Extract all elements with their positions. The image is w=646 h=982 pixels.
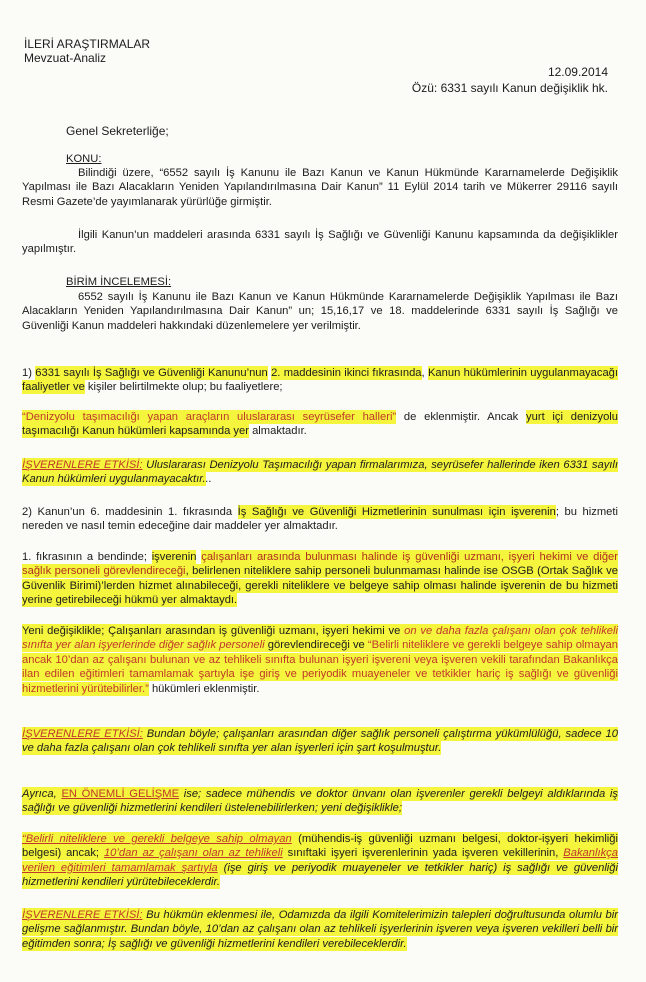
employer-impact-2 bbox=[22, 727, 618, 756]
section-6 bbox=[22, 832, 618, 890]
section-1-law-ref: 6331 sayılı İş Sağlığı ve Güvenliği Kanunu’nun bbox=[35, 367, 268, 379]
document-date: 12.09.2014 bbox=[547, 65, 608, 79]
comma: , bbox=[421, 367, 428, 379]
section-5-a: Ayrıca, bbox=[22, 788, 62, 800]
section-4-red-1: on ve daha fazla çalışanı olan çok tehlikeli sınıfta yer alan işyerlerinde diğer sağlık personeli bbox=[22, 625, 619, 652]
document-subject: Özü: 6331 sayılı Kanun değişiklik hk. bbox=[411, 81, 608, 95]
most-important-label: EN ÖNEMLİ GELİŞME bbox=[61, 788, 180, 800]
section-4 bbox=[22, 624, 618, 696]
section-6-d: sınıftaki işyeri işverenlerinin yada işveren vekillerinin, bbox=[282, 847, 564, 860]
section-2 bbox=[22, 505, 618, 534]
birim-paragraph bbox=[22, 290, 618, 333]
konu-text-1: Bilindiği üzere, “6552 sayılı İş Kanunu ile Bazı Kanun ve Kanun Hükmünde Kararnamelerde Değişiklik Yapılması ile Bazı Alacakların Yeniden Yapılandırılmasına Dair Kanun” 11 Eylül 2014 tarih ve Mükerrer 29116 sayılı Resmi Gazete’de yayımlanarak yürürlüğe girmiştir. bbox=[22, 167, 618, 208]
konu-paragraph-1 bbox=[22, 166, 618, 209]
org-name: İLERİ ARAŞTIRMALAR bbox=[24, 37, 151, 51]
section-2-rest: ; bu hizmeti nereden ve nasıl temin edeceğine dair maddeler yer almaktadır. bbox=[22, 506, 618, 533]
employer-impact-1 bbox=[22, 458, 618, 487]
section-6-b: (mühendis-iş güvenliği uzmanı belgesi, doktor-işyeri hekimliği belgesi) ancak; bbox=[22, 833, 618, 860]
section-4-c: görevlendireceği ve bbox=[264, 639, 368, 652]
impact-end-1: .. bbox=[205, 473, 212, 486]
department: Mevzuat-Analiz bbox=[24, 51, 107, 65]
impact-label-1: İŞVERENLERE ETKİSİ: bbox=[22, 459, 143, 471]
section-5-rest: ise; sadece mühendis ve doktor ünvanı olan işverenler gerekli belgeyi aldıklarında iş sağlığı ve güvenliği hizmetlerini kendileri üstelenebilirlerken; yeni değişiklikle; bbox=[22, 788, 618, 815]
konu-paragraph-2 bbox=[22, 228, 618, 257]
section-1b-mid: de eklenmiştir. Ancak bbox=[396, 411, 527, 423]
section-3-employer: işverenin bbox=[151, 551, 197, 563]
section-1b-end: almaktadır. bbox=[248, 425, 307, 438]
section-6-c: 10’dan az çalışanı olan az tehlikeli bbox=[103, 847, 283, 860]
section-1-rest: kişiler belirtilmekte olup; bu faaliyetlere; bbox=[84, 381, 283, 394]
konu-title: KONU: bbox=[66, 153, 102, 165]
section-6-f: (işe giriş ve periyodik muayeneler ve tetkikler hariç) iş sağlığı ve güvenliği hizmetlerini kendileri yürütebileceklerdir. bbox=[22, 861, 619, 889]
salutation: Genel Sekreterliğe; bbox=[66, 124, 169, 138]
section-4-a: Yeni değişiklikle; Çalışanları arasından iş güvenliği uzmanı, işyeri hekimi ve bbox=[22, 625, 405, 637]
maritime-quote: “Denizyolu taşımacılığı yapan araçların uluslararası seyrüsefer halleri” bbox=[22, 411, 397, 423]
birim-text: 6552 sayılı İş Kanunu ile Bazı Kanun ve Kanun Hükmünde Kararnamelerde Değişiklik Yapılması ile Bazı Alacakların Yeniden Yapılandırılmasına Dair Kanun” un; 15,16,17 ve 18. maddelerinde 6331 sayılı İş Sağlığı ve Güvenliği Kanun maddeleri hakkındaki düzenlemelere yer verilmiştir. bbox=[22, 291, 618, 332]
birim-title: BİRİM İNCELEMESİ: bbox=[66, 276, 172, 288]
impact-text-1: Uluslararası Denizyolu Taşımacılığı yapan firmalarımıza, seyrüsefer hallerinde iken 6331 sayılı Kanun hükümleri uygulanmayacaktır. bbox=[22, 459, 618, 486]
section-6-e: Bakanlıkça verilen eğitimleri tamamlamak şartıyla bbox=[22, 847, 618, 874]
section-1-article: 2. maddesinin ikinci fıkrasında bbox=[271, 367, 422, 379]
section-6-a: “Belirli niteliklere ve gerekli belgeye sahip olmayan bbox=[22, 833, 292, 845]
section-1-prefix: 1) bbox=[22, 367, 36, 379]
section-2-highlight: İş Sağlığı ve Güvenliği Hizmetlerinin sunulması için işverenin bbox=[237, 506, 556, 518]
section-2-a: 2) Kanun’un 6. maddesinin 1. fıkrasında bbox=[22, 506, 238, 518]
section-3 bbox=[22, 550, 618, 608]
section-4-quote: “Belirli niteliklere ve gerekli belgeye sahip olmayan ancak 10’dan az çalışanı bulunan ve az tehlikeli sınıfta bulunan işyeri işvereni veya işveren vekili tarafından Bakanlıkça ilan edilen eğitimleri tamamlamak şartıyla işe giriş ve periyodik muayeneler ve tetkikler hariç iş sağlığı ve güvenliği hizmetlerini yürütebilirler.” bbox=[22, 639, 618, 695]
section-5 bbox=[22, 787, 618, 816]
konu-text-2: İlgili Kanun’un maddeleri arasında 6331 sayılı İş Sağlığı ve Güvenliği Kanunu kapsamında da değişiklikler yapılmıştır. bbox=[22, 229, 618, 256]
impact-label-3: İŞVERENLERE ETKİSİ: bbox=[22, 909, 143, 921]
impact-text-3: Bu hükmün eklenmesi ile, Odamızda da ilgili Komitelerimizin talepleri doğrultusunda olumlu bir gelişme sağlanmıştır. Bundan böyle, 10’dan az çalışanı olan az tehlikeli işyerlerinin işveren veya işveren vekilleri belli bir eğitimden sonra; İş sağlığı ve güvenliği hizmetlerini kendileri verebileceklerdir. bbox=[22, 909, 618, 950]
section-1b bbox=[22, 410, 618, 439]
section-1b-highlight: yurt içi denizyolu taşımacılığı Kanun hükümleri kapsamında yer bbox=[22, 411, 619, 438]
section-3-highlight: çalışanları arasında bulunması halinde iş güvenliği uzmanı, işyeri hekimi ve diğer sağlık personeli görevlendireceği bbox=[22, 551, 619, 578]
impact-label-2: İŞVERENLERE ETKİSİ: bbox=[22, 728, 143, 740]
employer-impact-3 bbox=[22, 908, 618, 951]
section-1-highlight: Kanun hükümlerinin uygulanmayacağı faaliyetler ve bbox=[22, 367, 619, 394]
section-4-end: hükümleri eklenmiştir. bbox=[148, 682, 260, 695]
section-1 bbox=[22, 366, 618, 395]
letterhead bbox=[24, 37, 150, 65]
section-3-a: 1. fıkrasının a bendinde; bbox=[22, 551, 152, 563]
impact-text-2: Bundan böyle; çalışanları arasından diğer sağlık personeli çalıştırma yükümlülüğü, sadece 10 ve daha fazla çalışanı olan çok tehlikeli sınıfta yer alan işyerleri için şart koşulmuştur. bbox=[22, 728, 618, 755]
section-3-rest: , belirlenen niteliklere sahip personeli bulunmaması halinde ise OSGB (Ortak Sağlık ve Güvenlik Birimi)’lerden hizmet alınabileceği, gerekli niteliklere ve belgeye sahip olması halinde işverenin de bu hizmeti yerine getirebileceği hükmü yer almaktaydı. bbox=[22, 565, 619, 607]
